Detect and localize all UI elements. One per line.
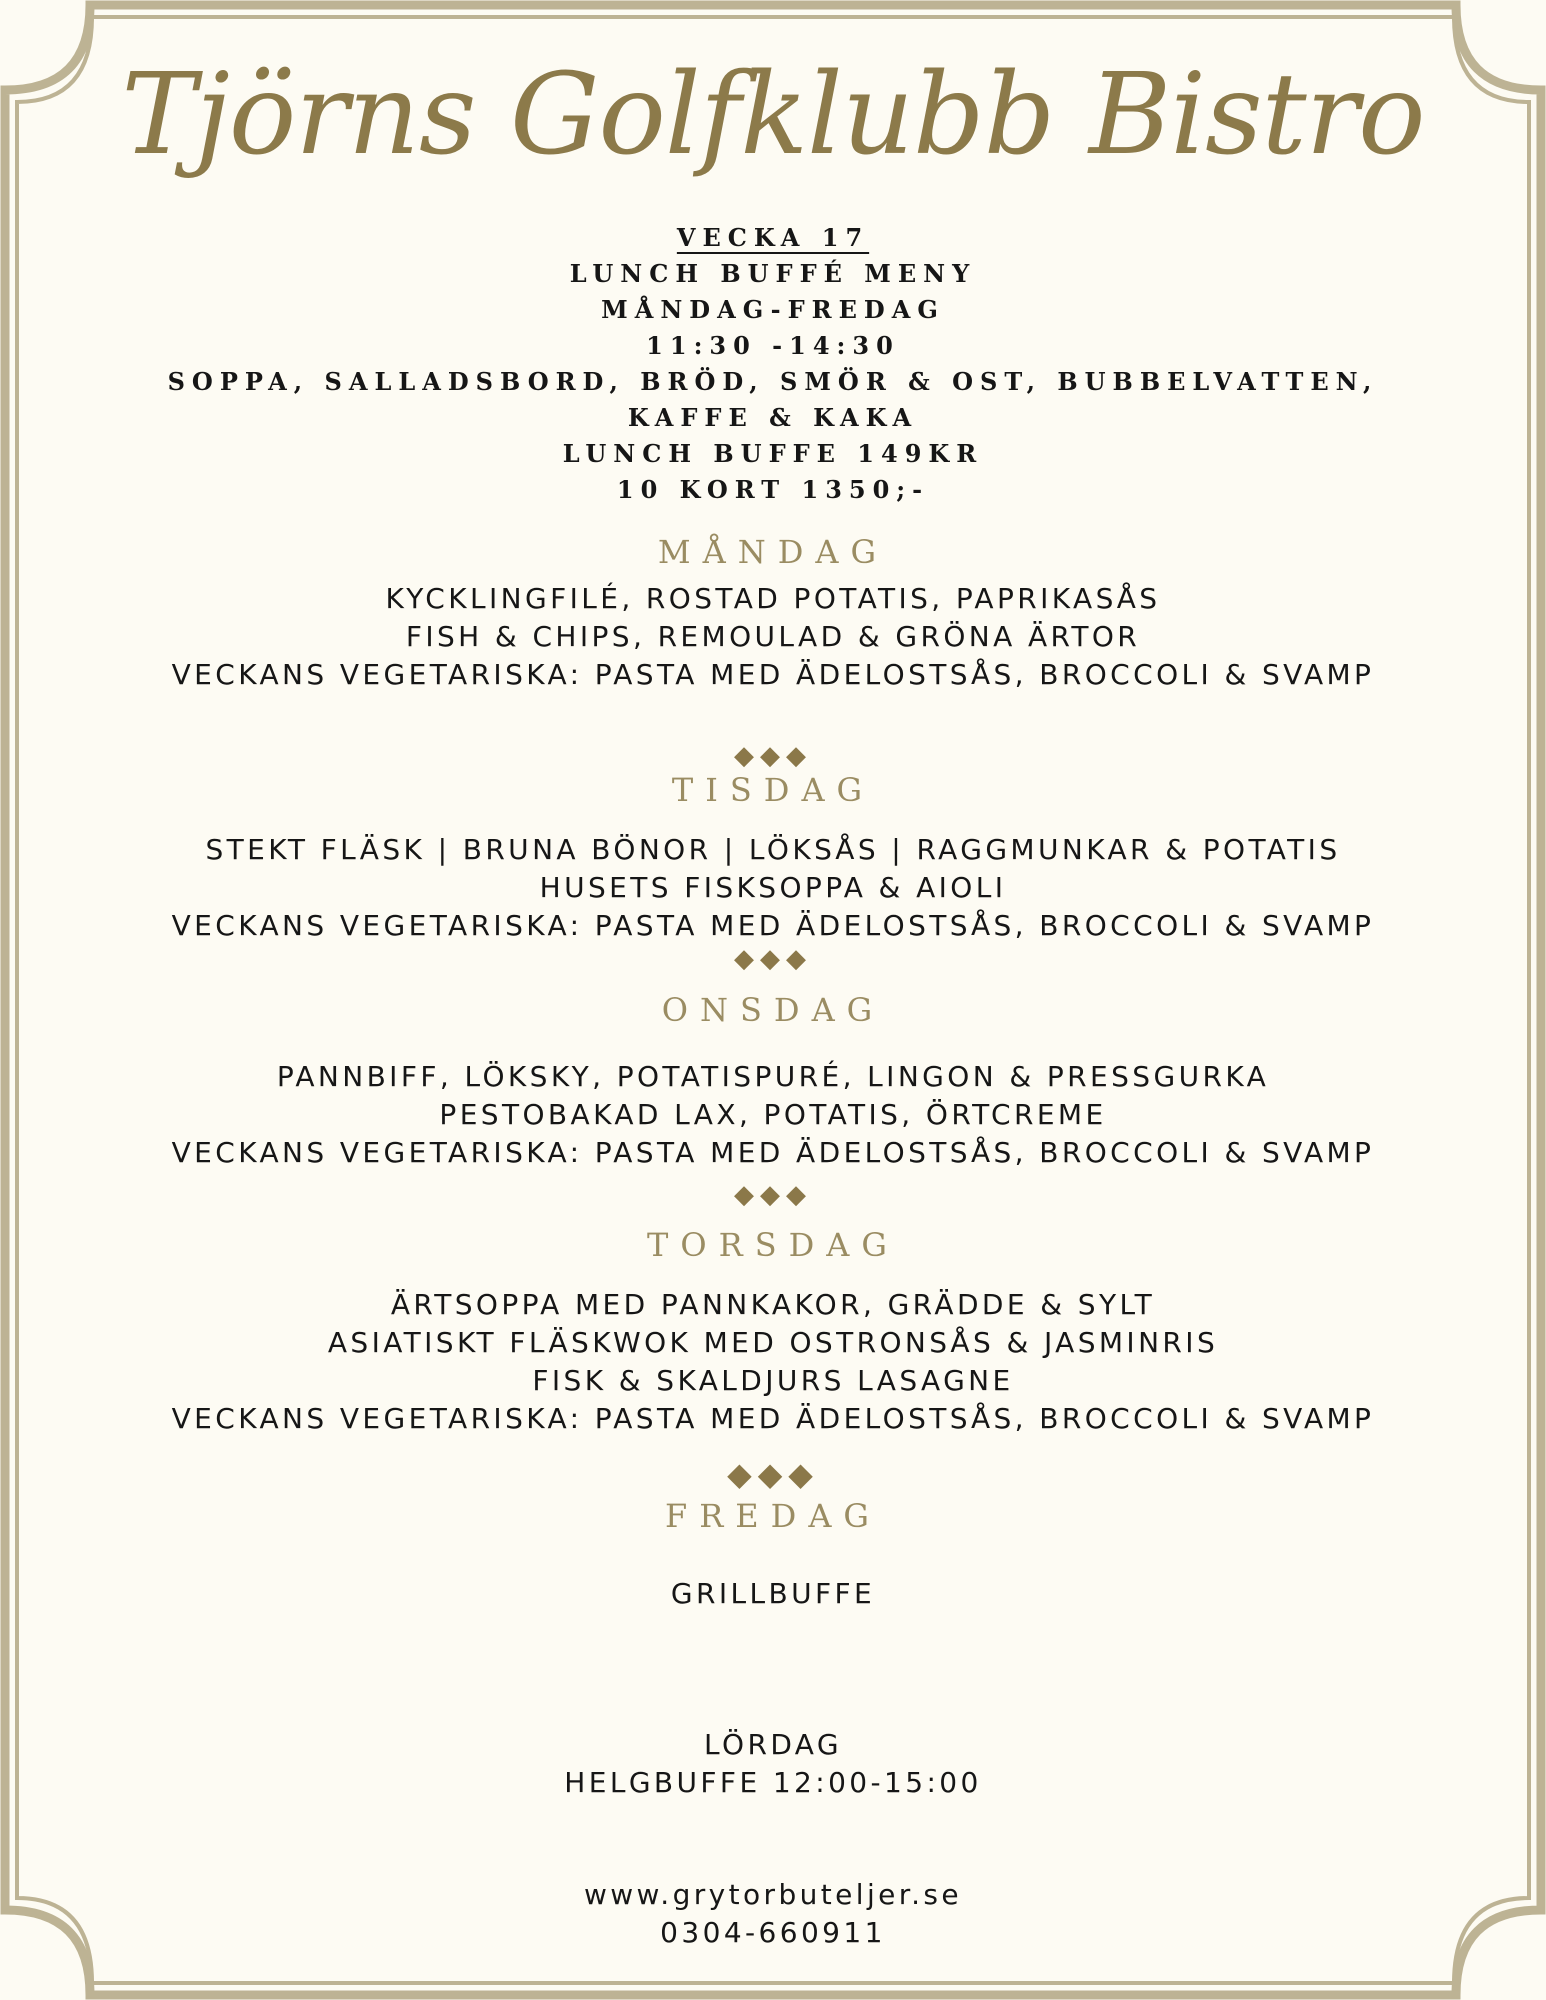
diamond-divider-icon: ◆◆◆ <box>734 741 812 771</box>
menu-item: VECKANS VEGETARISKA: PASTA MED ÄDELOSTSÅS, BROCCOLI & SVAMP <box>171 1402 1375 1435</box>
menu-item: STEKT FLÄSK | BRUNA BÖNOR | LÖKSÅS | RAGGMUNKAR & POTATIS <box>205 833 1341 866</box>
punch-card-price: 10 KORT 1350;- <box>616 475 930 504</box>
included-items-line1: SOPPA, SALLADSBORD, BRÖD, SMÖR & OST, BUBBELVATTEN, <box>167 367 1379 396</box>
menu-type: LUNCH BUFFÉ MENY <box>569 259 977 288</box>
diamond-divider-icon: ◆◆◆ <box>734 944 812 974</box>
menu-item: ÄRTSOPPA MED PANNKAKOR, GRÄDDE & SYLT <box>390 1288 1156 1321</box>
service-days: MÅNDAG-FREDAG <box>601 295 945 324</box>
day-heading-thursday: TORSDAG <box>647 1226 899 1264</box>
page-title: Tjörns Golfklubb Bistro <box>121 50 1425 180</box>
menu-item: VECKANS VEGETARISKA: PASTA MED ÄDELOSTSÅS, BROCCOLI & SVAMP <box>171 909 1375 942</box>
included-items-line2: KAFFE & KAKA <box>627 403 919 432</box>
menu-item: KYCKLINGFILÉ, ROSTAD POTATIS, PAPRIKASÅS <box>385 582 1161 615</box>
website-link[interactable]: www.grytorbuteljer.se <box>583 1878 963 1911</box>
menu-item: FISK & SKALDJURS LASAGNE <box>532 1364 1014 1397</box>
menu-item: HUSETS FISKSOPPA & AIOLI <box>539 871 1007 904</box>
day-heading-friday: FREDAG <box>665 1497 881 1535</box>
diamond-divider-icon: ◆◆◆ <box>734 1180 812 1210</box>
menu-item: VECKANS VEGETARISKA: PASTA MED ÄDELOSTSÅS, BROCCOLI & SVAMP <box>171 1136 1375 1169</box>
menu-item: FISH & CHIPS, REMOULAD & GRÖNA ÄRTOR <box>405 620 1141 653</box>
menu-item: ASIATISKT FLÄSKWOK MED OSTRONSÅS & JASMINRIS <box>327 1326 1219 1359</box>
day-heading-wednesday: ONSDAG <box>661 991 885 1029</box>
week-label: VECKA 17 <box>676 223 870 252</box>
menu-item: PESTOBAKAD LAX, POTATIS, ÖRTCREME <box>439 1098 1107 1131</box>
menu-item: PANNBIFF, LÖKSKY, POTATISPURÉ, LINGON & PRESSGURKA <box>276 1060 1270 1093</box>
diamond-divider-icon: ◆◆◆ <box>727 1455 819 1493</box>
service-hours: 11:30 -14:30 <box>646 331 900 360</box>
menu-item: GRILLBUFFE <box>670 1577 876 1610</box>
weekend-day: LÖRDAG <box>704 1728 842 1761</box>
weekend-buffet-hours: HELGBUFFE 12:00-15:00 <box>564 1766 982 1799</box>
day-heading-tuesday: TISDAG <box>671 771 875 809</box>
day-heading-monday: MÅNDAG <box>657 533 889 571</box>
buffet-price: LUNCH BUFFE 149KR <box>562 439 984 468</box>
phone-number: 0304-660911 <box>660 1916 886 1949</box>
menu-item: VECKANS VEGETARISKA: PASTA MED ÄDELOSTSÅS, BROCCOLI & SVAMP <box>171 658 1375 691</box>
